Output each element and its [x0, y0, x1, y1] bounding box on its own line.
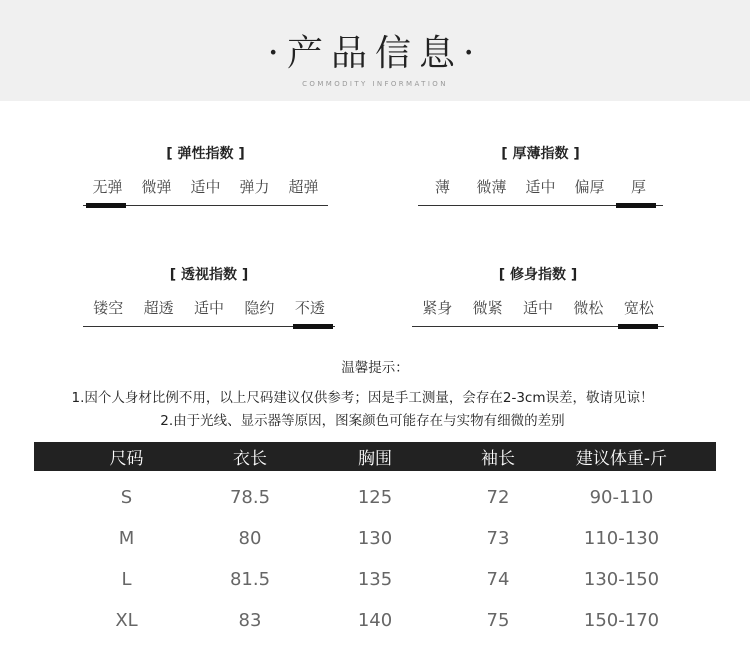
- table-cell: 73: [486, 528, 510, 549]
- fit-option: 宽松: [623, 299, 654, 317]
- tips-line-2: 2.由于光线、显示器等原因，图案颜色可能存在与实物有细微的差别: [160, 413, 565, 429]
- elasticity-option: 无弹: [92, 178, 123, 196]
- tips-line-1: 1.因个人身材比例不用，以上尺码建议仅供参考；因是手工测量，会存在2-3cm误差，敬请见谅！: [71, 390, 654, 406]
- sheerness-option: 隐约: [244, 299, 275, 317]
- sheerness-option: 不透: [294, 299, 325, 317]
- fit-title: [ 修身指数 ]: [498, 267, 578, 283]
- sheerness-title: [ 透视指数 ]: [169, 267, 249, 283]
- elasticity-options: [83, 176, 328, 197]
- fit-index: [412, 264, 664, 334]
- thickness-selected-marker: [616, 203, 656, 208]
- thickness-index: [418, 143, 663, 213]
- sheerness-option: 超透: [143, 299, 174, 317]
- table-cell: 90-110: [589, 487, 654, 508]
- table-cell: 72: [486, 487, 510, 508]
- table-cell: 74: [486, 569, 510, 590]
- thickness-option: 薄: [434, 178, 450, 196]
- size-table-header: [34, 442, 716, 471]
- thickness-option: 厚: [630, 178, 646, 196]
- fit-option: 紧身: [422, 299, 453, 317]
- fit-option: 微松: [573, 299, 604, 317]
- table-cell: M: [118, 528, 135, 549]
- fit-selected-marker: [618, 324, 658, 329]
- table-cell: S: [120, 487, 133, 508]
- size-table: [34, 442, 716, 471]
- elasticity-option: 微弹: [141, 178, 172, 196]
- fit-options: [412, 297, 664, 318]
- header-cell: 袖长: [481, 449, 515, 469]
- sheerness-index: [83, 264, 335, 334]
- header-cell: 建议体重-斤: [575, 449, 668, 469]
- table-cell: 135: [357, 569, 393, 590]
- table-row: [34, 600, 716, 641]
- table-row: [34, 477, 716, 518]
- elasticity-option: 超弹: [288, 178, 319, 196]
- table-cell: 150-170: [583, 610, 660, 631]
- fit-option: 适中: [523, 299, 554, 317]
- table-row: [34, 559, 716, 600]
- table-cell: 81.5: [229, 569, 271, 590]
- thickness-option: 适中: [525, 178, 556, 196]
- elasticity-index: [83, 143, 328, 213]
- table-cell: 80: [238, 528, 262, 549]
- table-cell: XL: [115, 610, 138, 631]
- page-title: ·产品信息·: [267, 33, 483, 74]
- sheerness-options: [83, 297, 335, 318]
- header-cell: 衣长: [233, 449, 267, 469]
- header-cell: 尺码: [109, 449, 144, 469]
- elasticity-selected-marker: [86, 203, 126, 208]
- sheerness-selected-marker: [293, 324, 333, 329]
- header-cell: 胸围: [358, 449, 392, 469]
- elasticity-title: [ 弹性指数 ]: [166, 146, 245, 162]
- sheerness-option: 镂空: [93, 299, 124, 317]
- fit-option: 微紧: [472, 299, 503, 317]
- table-row: [34, 518, 716, 559]
- elasticity-option: 弹力: [239, 178, 270, 196]
- sheerness-option: 适中: [194, 299, 225, 317]
- table-cell: 75: [486, 610, 510, 631]
- table-cell: 125: [357, 487, 393, 508]
- tips-title: 温馨提示：: [341, 360, 409, 376]
- thickness-option: 偏厚: [574, 178, 605, 196]
- page-subtitle: COMMODITY INFORMATION: [302, 80, 448, 88]
- table-cell: L: [121, 569, 132, 590]
- elasticity-option: 适中: [190, 178, 221, 196]
- header-banner: [0, 0, 750, 101]
- table-cell: 78.5: [229, 487, 271, 508]
- thickness-option: 微薄: [476, 178, 507, 196]
- table-cell: 130: [357, 528, 393, 549]
- size-table-body: [34, 477, 716, 641]
- table-cell: 83: [238, 610, 262, 631]
- table-cell: 110-130: [583, 528, 660, 549]
- table-cell: 140: [357, 610, 393, 631]
- thickness-options: [418, 176, 663, 197]
- table-cell: 130-150: [583, 569, 660, 590]
- thickness-title: [ 厚薄指数 ]: [501, 146, 580, 162]
